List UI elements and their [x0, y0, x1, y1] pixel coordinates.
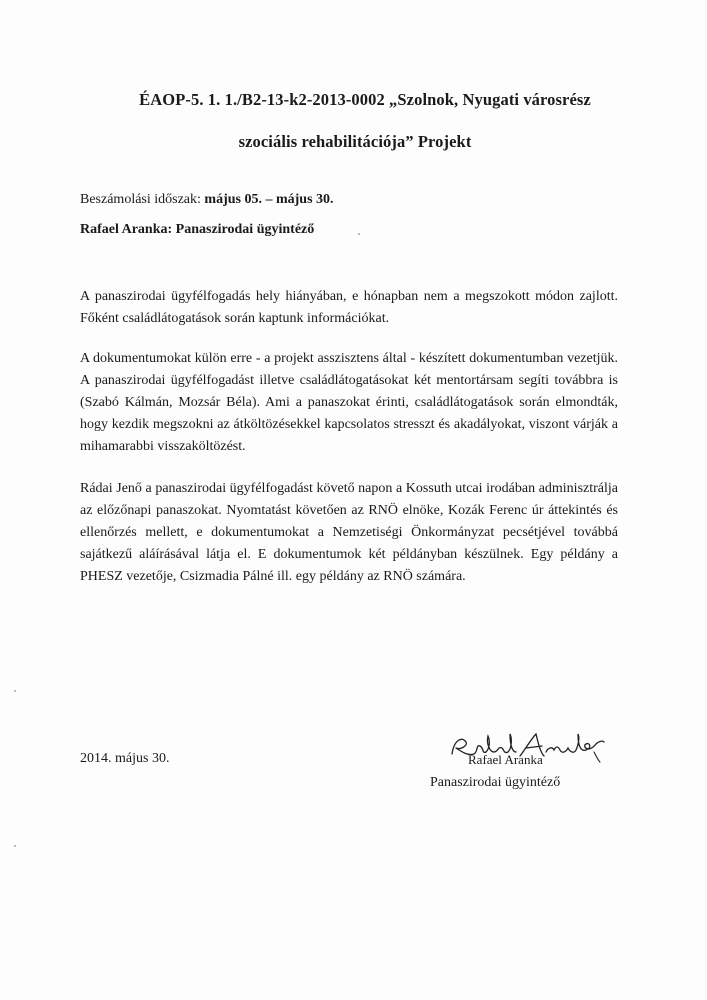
scan-speck	[14, 690, 16, 692]
reporting-period-value: május 05. – május 30.	[204, 192, 334, 207]
scan-speck	[358, 233, 360, 235]
body-paragraph-1: A panaszirodai ügyfélfogadás hely hiányában, e hónapban nem a megszokott módon zajlott. Főként családlátogatások során kaptunk információkat.	[80, 289, 618, 326]
author-line: Rafael Aranka: Panaszirodai ügyintéző	[80, 222, 315, 237]
signer-name: Rafael Aranka	[468, 752, 543, 767]
body-paragraph-2: A dokumentumokat külön erre - a projekt asszisztens által - készített dokumentumban vezetjük. A panaszirodai ügyfélfogadást illetve családlátogatásokat két mentortársam segíti továbbra is (Szabó Kálmán, Mozsár Béla). Ami a panaszokat érinti, családlátogatások során elmondták, hogy kezdik megszokni az átköltözésekkel kapcsolatos stresszt és akadályokat, viszont várják a mihamarabbi visszaköltözést.	[80, 351, 618, 454]
signer-role: Panaszirodai ügyintéző	[430, 775, 561, 790]
signature-block	[420, 730, 620, 800]
project-title-line-1: ÉAOP-5. 1. 1./B2-13-k2-2013-0002 „Szolnok, Nyugati városrész	[139, 90, 591, 109]
reporting-period	[80, 192, 334, 208]
reporting-period-label: Beszámolási időszak:	[80, 192, 205, 207]
document-date: 2014. május 30.	[80, 751, 170, 766]
body-paragraph-3: Rádai Jenő a panaszirodai ügyfélfogadást követő napon a Kossuth utcai irodában adminisztrálja az előzőnapi panaszokat. Nyomtatást követően az RNÖ elnöke, Kozák Ferenc úr áttekintés és ellenőrzés mellett, e dokumentumokat a Nemzetiségi Önkormányzat pecsétjével továbbá sajátkezű aláírásával látja el. E dokumentumok két példányban készülnek. Egy példány a PHESZ vezetője, Csizmadia Pálné ill. egy példány az RNÖ számára.	[80, 481, 618, 584]
scan-speck	[14, 845, 16, 847]
project-title-line-2: szociális rehabilitációja” Projekt	[238, 132, 472, 151]
